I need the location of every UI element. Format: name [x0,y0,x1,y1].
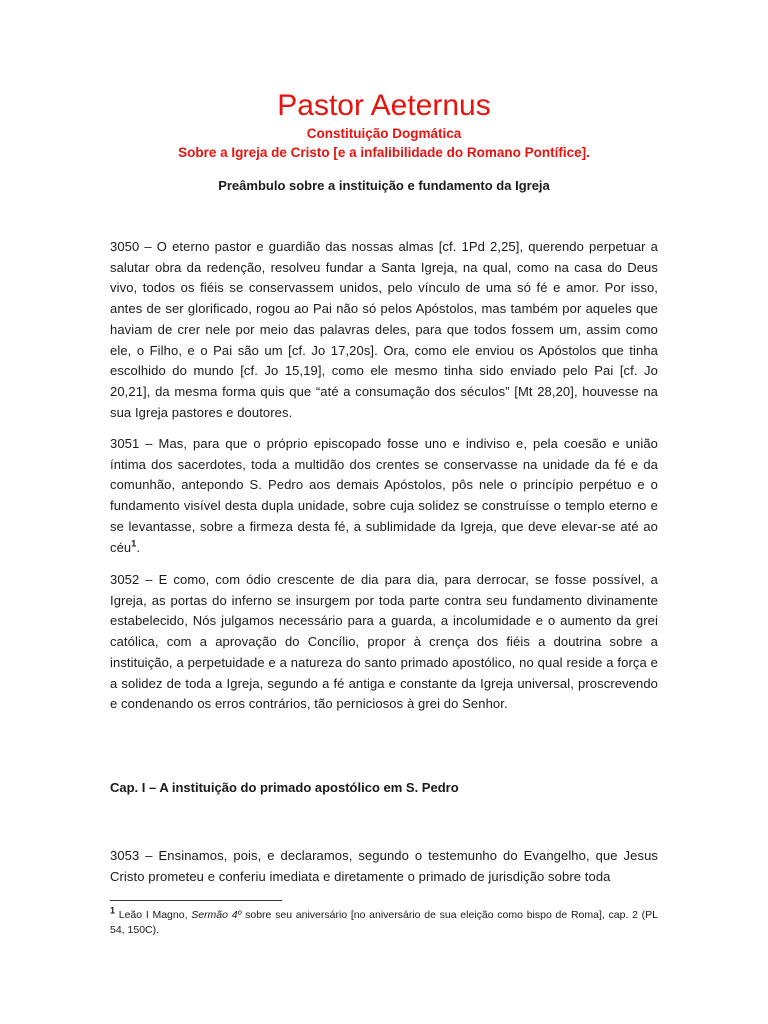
chapter-heading: Cap. I – A instituição do primado apostólico em S. Pedro [110,780,459,795]
paragraph-3050 [110,237,658,423]
paragraph-text: 3051 – Mas, para que o próprio episcopado fosse uno e indiviso e, pela coesão e união íntima dos sacerdotes, toda a multidão dos crentes se conservasse na unidade da fé e da comunhão, antepondo S. Pedro aos demais Apóstolos, pôs nele o princípio perpétuo e o fundamento visível desta dupla unidade, sobre cuja solidez se construísse o templo eterno e se levantasse, sobre a firmeza desta fé, a sublimidade da Igreja, que deve elevar-se até ao céu [110,436,658,555]
footnote [110,905,658,938]
footnote-reference[interactable]: 1 [131,538,137,549]
document-subtitle-2: Sobre a Igreja de Cristo [e a infalibilidade do Romano Pontífice]. [178,145,590,160]
footnote-text-after: sobre seu aniversário [no aniversário de sua eleição como bispo de Roma], cap. 2 (PL 54, 150C). [110,909,658,936]
paragraph-text: 3052 – E como, com ódio crescente de dia para dia, para derrocar, se fosse possível, a Igreja, as portas do inferno se insurgem por toda parte contra seu fundamento divinamente estabelecido, Nós julgamos necessário para a guarda, a incolumidade e o aumento da grei católica, com a aprovação do Concílio, propor à crença dos fiéis a doutrina sobre a instituição, a perpetuidade e a natureza do santo primado apostólico, no qual reside a força e a solidez de toda a Igreja, segundo a fé antiga e constante da Igreja universal, proscrevendo e condenando os erros contrários, tão perniciosos à grei do Senhor. [110,572,658,712]
footnote-text-before: Leão I Magno, [115,909,192,921]
paragraph-3052 [110,570,658,715]
paragraph-3053 [110,846,658,887]
paragraph-3051: 3051 – Mas, para que o próprio episcopado fosse uno e indiviso e, pela coesão e união íntima dos sacerdotes, toda a multidão dos crentes se conservasse na unidade da fé e da comunhão, antepondo S. Pedro aos demais Apóstolos, pôs nele o princípio perpétuo e o fundamento visível desta dupla unidade, sobre cuja solidez se construísse o templo eterno e se levantasse, sobre a firmeza desta fé, a sublimidade da Igreja, que deve elevar-se até ao céu$^1$. [110,436,658,555]
document-title: Pastor Aeternus [277,89,491,122]
footnote-italic: Sermão 4º [191,909,242,921]
footnote-divider [110,900,282,901]
footnote-mark: 1 [110,905,116,916]
preamble-heading: Preâmbulo sobre a instituição e fundamento da Igreja [218,178,550,193]
paragraph-text: 3050 – O eterno pastor e guardião das nossas almas [cf. 1Pd 2,25], querendo perpetuar a salutar obra da redenção, resolveu fundar a Santa Igreja, na qual, como na casa do Deus vivo, todos os fiéis se conservassem unidos, pelo vínculo de uma só fé e amor. Por isso, antes de ser glorificado, rogou ao Pai não só pelos Apóstolos, mas também por aqueles que haviam de crer nele por meio das palavras deles, para que todos fossem um, assim como ele, o Filho, e o Pai são um [cf. Jo 17,20s]. Ora, como ele enviou os Apóstolos que tinha escolhido do mundo [cf. Jo 15,19], como ele mesmo tinha sido enviado pelo Pai [cf. Jo 20,21], da mesma forma quis que “até a consumação dos séculos” [Mt 28,20], houvesse na sua Igreja pastores e doutores. [110,239,658,420]
document-subtitle: Constituição Dogmática [306,126,462,141]
paragraph-text: 3053 – Ensinamos, pois, e declaramos, segundo o testemunho do Evangelho, que Jesus Cristo prometeu e conferiu imediata e diretamente o primado de jurisdição sobre toda [110,848,658,884]
